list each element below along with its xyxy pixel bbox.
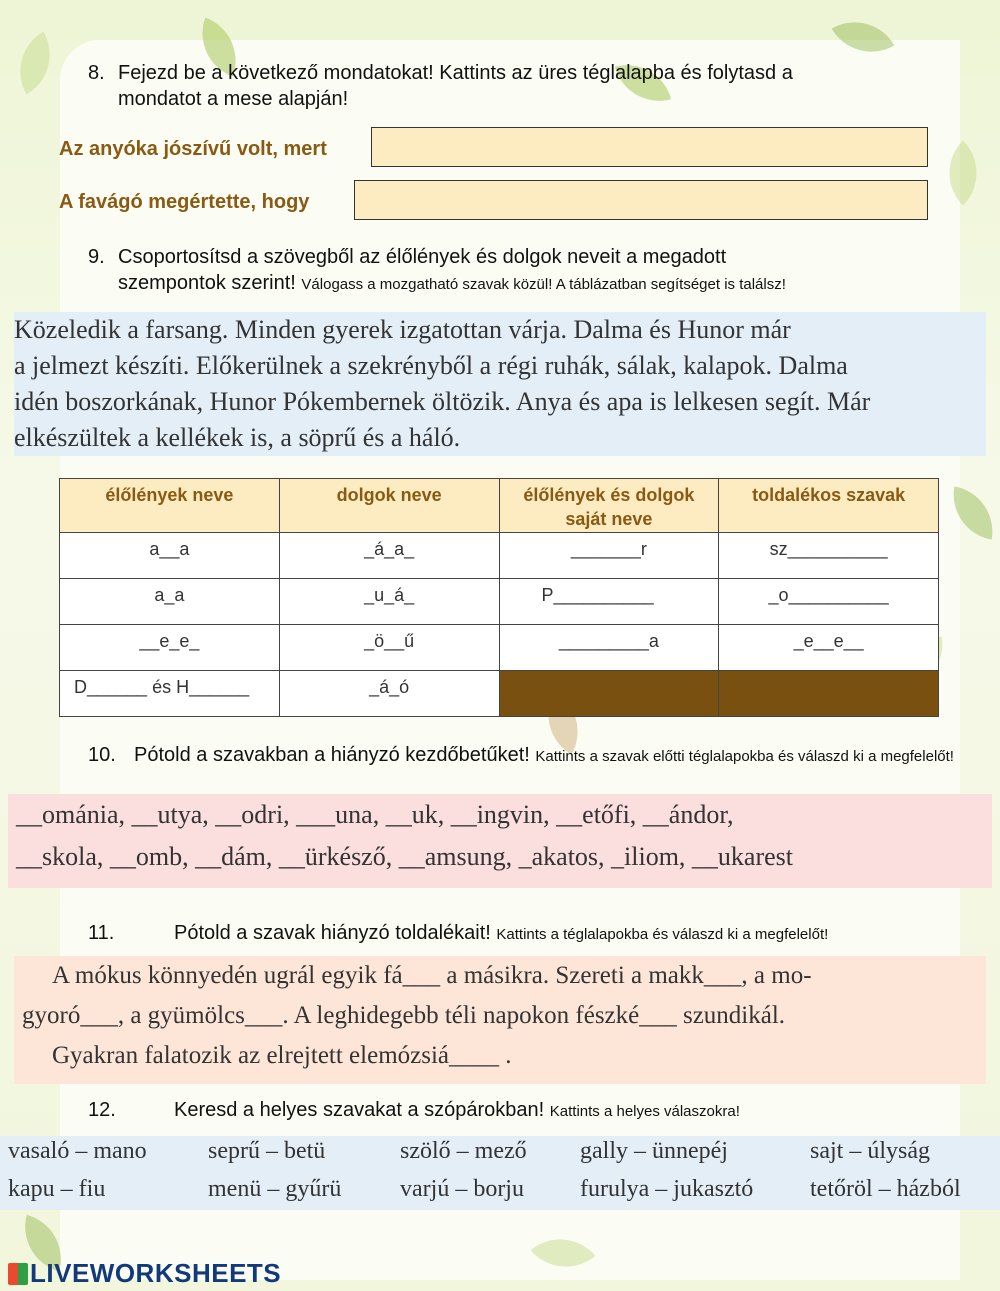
q8-instruction-line2: mondatot a mese alapján! (118, 88, 349, 110)
q12-word-pairs (0, 1136, 1000, 1210)
drop-cell[interactable]: _e__e__ (719, 625, 939, 671)
q9-text-line: a jelmezt készíti. Előkerülnek a szekrényből a régi ruhák, sálak, kalapok. Dalma (14, 351, 848, 380)
blocked-cell (499, 671, 719, 717)
table-header-things: dolgok neve (279, 479, 499, 533)
drop-cell[interactable]: _u_á_ (279, 579, 499, 625)
q9-text-line: elkészültek a kellékek is, a söprű és a háló. (14, 423, 461, 452)
q10-instruction (134, 743, 954, 769)
word-pair[interactable]: szölő – mező (400, 1138, 527, 1164)
q12-hint: Kattints a helyes válaszokra! (549, 1103, 740, 1120)
q9-instruction-hint: Válogass a mozgatható szavak közül! A táblázatban segítséget is találsz! (301, 276, 786, 293)
q12-title: Keresd a helyes szavakat a szópárokban! (174, 1099, 545, 1121)
q11-text-band (14, 956, 986, 1084)
q9-text-line: idén boszorkának, Hunor Pókembernek öltözik. Anya és apa is lelkesen segít. Már (14, 387, 871, 416)
drop-cell[interactable]: _á_a_ (279, 533, 499, 579)
drop-cell[interactable]: _________a (499, 625, 719, 671)
word-pair[interactable]: vasaló – mano (8, 1138, 147, 1164)
q9-instruction-line1: Csoportosítsd a szövegből az élőlények és dolgok neveit a megadott (118, 246, 727, 268)
drop-cell[interactable]: a_a (60, 579, 280, 625)
q10-word-band (8, 794, 992, 888)
q10-words-line1[interactable]: __ománia, __utya, __odri, ___una, __uk, __ingvin, __etőfi, __ándor, (16, 800, 734, 829)
liveworksheets-logo (8, 1258, 281, 1289)
word-pair[interactable]: furulya – jukasztó (580, 1176, 754, 1202)
q8-answer-2-input[interactable] (354, 180, 928, 220)
drop-cell[interactable]: D______ és H______ (60, 671, 280, 717)
word-pair[interactable]: seprű – betü (208, 1138, 326, 1164)
table-header-living: élőlények neve (60, 479, 280, 533)
logo-icon (8, 1263, 28, 1285)
drop-cell[interactable]: __e_e_ (60, 625, 280, 671)
word-pair[interactable]: kapu – fiu (8, 1176, 106, 1202)
table-header-proper-names: élőlények és dolgok saját neve (499, 479, 719, 533)
q9-text-line: Közeledik a farsang. Minden gyerek izgatottan várja. Dalma és Hunor már (14, 315, 791, 344)
q10-hint: Kattints a szavak előtti téglalapokba és válaszd ki a megfelelőt! (535, 748, 954, 765)
q9-instruction-main: szempontok szerint! (118, 272, 296, 294)
q10-number: 10. (88, 744, 116, 766)
q10-title: Pótold a szavakban a hiányzó kezdőbetűket! (134, 744, 530, 766)
q8-prompt-2: A favágó megértette, hogy (59, 191, 310, 213)
q9-reading-text (14, 312, 986, 456)
drop-cell[interactable]: _o__________ (719, 579, 939, 625)
drop-cell[interactable]: a__a (60, 533, 280, 579)
q11-text-line1[interactable]: A mókus könnyedén ugrál egyik fá___ a másikra. Szereti a makk___, a mo- (52, 962, 812, 989)
q11-title: Pótold a szavak hiányzó toldalékait! (174, 922, 491, 944)
drop-cell[interactable]: _______r (499, 533, 719, 579)
word-pair[interactable]: gally – ünnepéj (580, 1138, 728, 1164)
brand-text: LIVEWORKSHEETS (30, 1258, 282, 1288)
q9-instruction-line2 (118, 271, 786, 297)
q8-instruction-line1: Fejezd be a következő mondatokat! Kattints az üres téglalapba és folytasd a (118, 62, 793, 84)
drop-cell[interactable]: _ö__ű (279, 625, 499, 671)
table-header-suffixed: toldalékos szavak (719, 479, 939, 533)
q9-number: 9. (88, 246, 105, 268)
q8-number: 8. (88, 62, 105, 84)
q12-instruction (174, 1098, 740, 1124)
q11-hint: Kattints a téglalapokba és válaszd ki a megfelelőt! (496, 926, 829, 943)
q11-text-line2[interactable]: gyoró___, a gyümölcs___. A leghidegebb téli napokon fészké___ szundikál. (22, 1002, 786, 1029)
q8-prompt-1: Az anyóka jószívű volt, mert (59, 138, 327, 160)
blocked-cell (719, 671, 939, 717)
q10-words-line2[interactable]: __skola, __omb, __dám, __ürkésző, __amsung, _akatos, _iliom, __ukarest (16, 842, 794, 871)
q11-number: 11. (88, 922, 115, 944)
word-pair[interactable]: varjú – borju (400, 1176, 524, 1202)
q11-text-line3[interactable]: Gyakran falatozik az elrejtett elemózsiá____ . (52, 1042, 512, 1069)
q8-answer-1-input[interactable] (371, 127, 928, 167)
q12-number: 12. (88, 1099, 116, 1121)
drop-cell[interactable]: sz__________ (719, 533, 939, 579)
q9-grouping-table (59, 478, 939, 717)
word-pair[interactable]: sajt – úlyság (810, 1138, 930, 1164)
word-pair[interactable]: tetőröl – házból (810, 1176, 961, 1202)
word-pair[interactable]: menü – gyűrü (208, 1176, 342, 1202)
drop-cell[interactable]: P__________ (499, 579, 719, 625)
drop-cell[interactable]: _á_ó (279, 671, 499, 717)
q11-instruction (174, 921, 828, 947)
